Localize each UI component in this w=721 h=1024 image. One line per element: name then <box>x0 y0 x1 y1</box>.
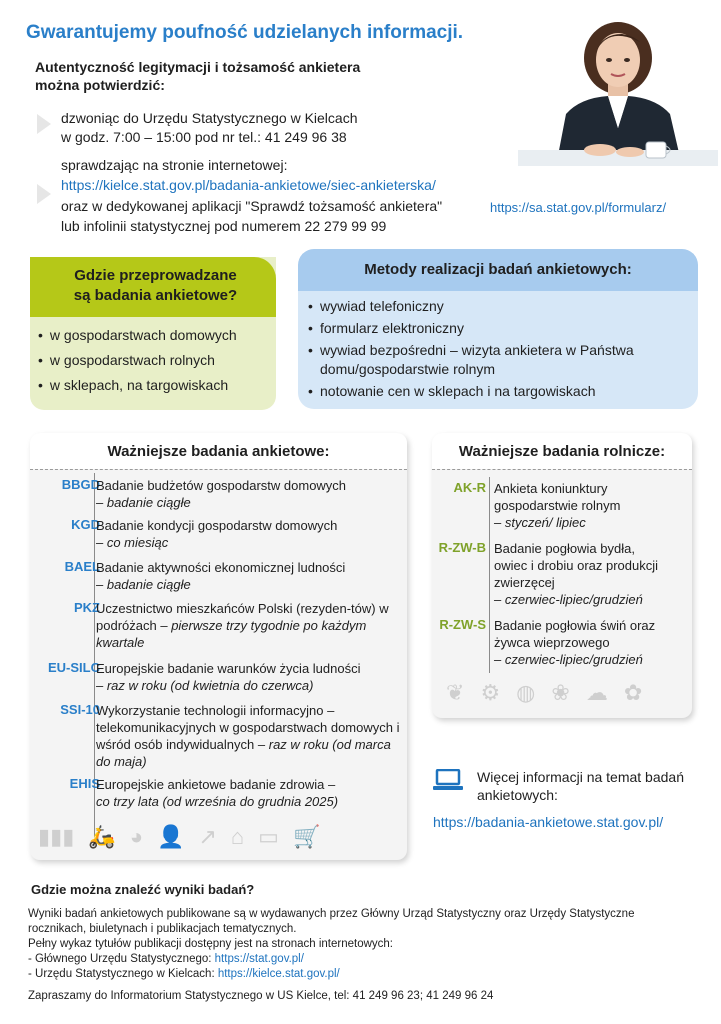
infoline-text: lub infolinii statystycznej pod numerem 22 279 99 99 <box>61 218 387 234</box>
onion-icon: ◍ <box>516 680 536 705</box>
page-title: Gwarantujemy poufność udzielanych informacji. <box>26 22 464 43</box>
survey-desc: Badanie budżetów gospodarstw domowych <box>96 478 347 493</box>
results-text: Wyniki badań ankietowych publikowane są w wydawanych przez Główny Urząd Statystyczny oraz Urzędy Statystyczne rocznikach, biuletynach i publikacjach tematycznych. Pełny wykaz tytułów publikacji dostępny jest na stronach internetowych: - Głównego Urzędu Statystycznego: https://stat.gov.pl/ - Urzędu Statystycznego w Kielcach: https://kielce.stat.gov.pl/ <box>28 908 635 980</box>
more-info-text: Więcej informacji na temat badań ankietowych: <box>477 769 684 803</box>
chevron-right-icon <box>35 112 55 136</box>
app-verify-text: oraz w dedykowanej aplikacji "Sprawdź tożsamość ankietera" <box>61 198 443 214</box>
survey-code: EHIS <box>69 776 100 791</box>
survey-icons <box>38 825 320 849</box>
survey-code: BBGD <box>61 477 100 492</box>
survey-code: PKZ <box>74 600 100 615</box>
survey-website-link[interactable]: https://badania-ankietowe.stat.gov.pl/ <box>433 814 664 830</box>
plant-icon: ✿ <box>623 680 643 705</box>
survey-desc: Europejskie badanie warunków życia ludności <box>96 661 361 676</box>
where-title-line2: są badania ankietowe? <box>73 287 238 304</box>
agri-title: Ważniejsze badania rolnicze: <box>458 443 666 460</box>
methods-title: Metody realizacji badań ankietowych: <box>364 261 632 278</box>
grain-icon: ❀ <box>551 680 570 705</box>
where-box <box>30 257 276 410</box>
methods-box <box>298 249 698 409</box>
person-icon: 👤 <box>157 824 185 849</box>
gus-link[interactable]: https://stat.gov.pl/ <box>214 953 304 965</box>
list-item: • wywiad bezpośredni – wizyta ankietera w Państwa domu/gospodarstwie rolnym <box>308 341 688 379</box>
survey-code: EU-SILC <box>48 660 100 675</box>
agri-icons <box>446 681 642 705</box>
survey-freq: co trzy lata (od września do grudnia 2025) <box>96 794 339 809</box>
agri-freq: – czerwiec-lipiec/grudzień <box>494 592 643 607</box>
survey-code: KGD <box>71 517 100 532</box>
weather-icon: ☁ <box>585 680 608 705</box>
where-list <box>38 323 237 398</box>
methods-list <box>308 297 688 404</box>
survey-code: BAEL <box>64 559 100 574</box>
agri-freq: – styczeń/ lipiec <box>494 515 586 530</box>
chevron-right-icon <box>35 182 55 206</box>
surveys-card-header <box>30 433 407 469</box>
list-item: • w sklepach, na targowiskach <box>38 373 237 398</box>
verify-app-link[interactable]: https://sa.stat.gov.pl/formularz/ <box>490 200 667 215</box>
survey-freq: raz w roku (od marca do maja) <box>96 737 391 769</box>
interviewer-photo <box>518 16 718 166</box>
survey-desc: Badanie kondycji gospodarstw domowych <box>96 518 338 533</box>
us-kielce-link[interactable]: https://kielce.stat.gov.pl/ <box>217 968 340 980</box>
web-verify-text: sprawdzając na stronie internetowej: <box>61 157 288 173</box>
where-box-header <box>30 257 276 317</box>
surveys-card <box>30 433 407 860</box>
footer-contact: Zapraszamy do Informatorium Statystycznego w US Kielce, tel: 41 249 96 23; 41 249 96 24 <box>28 990 494 1002</box>
scooter-icon: 🛵 <box>88 824 116 849</box>
methods-box-header <box>298 249 698 291</box>
agri-freq: – czerwiec-lipiec/grudzień <box>494 652 643 667</box>
where-title-line1: Gdzie przeprowadzane <box>74 267 237 284</box>
list-item: • notowanie cen w sklepach i na targowiskach <box>308 382 688 401</box>
phone-verify-text: dzwoniąc do Urzędu Statystycznego w Kielcach w godz. 7:00 – 15:00 pod nr tel.: 41 249 96 38 <box>61 110 358 145</box>
cart-icon: 🛒 <box>292 824 321 849</box>
agri-desc: Badanie pogłowia świń oraz żywca wieprzowego <box>494 618 656 650</box>
tractor-icon: ⚙ <box>480 680 501 705</box>
agri-code: AK-R <box>453 480 486 495</box>
agri-desc: Ankieta koniunktury gospodarstwie rolnym <box>494 481 621 513</box>
survey-desc: Uczestnictwo mieszkańców Polski (rezyden-tów) w podróżach – <box>96 601 389 633</box>
survey-freq: pierwsze trzy tygodnie po każdym kwartale <box>96 618 367 650</box>
pie-chart-icon: ◕ <box>129 824 144 849</box>
survey-desc: Badanie aktywności ekonomicznej ludności <box>96 560 346 575</box>
divider <box>30 469 407 470</box>
agri-code: R-ZW-B <box>438 540 486 555</box>
agri-desc: Badanie pogłowia bydła, owiec i drobiu oraz produkcji zwierzęcej <box>494 541 659 590</box>
strawberry-icon: ❦ <box>446 680 465 705</box>
agri-code: R-ZW-S <box>439 617 486 632</box>
agri-card-header <box>432 433 692 469</box>
ankieter-network-link[interactable]: https://kielce.stat.gov.pl/badania-ankietowe/siec-ankieterska/ <box>61 177 436 193</box>
trend-icon: ↗ <box>198 824 217 849</box>
shop-icon: ⌂ <box>230 824 245 849</box>
survey-freq: – badanie ciągłe <box>96 495 191 510</box>
survey-desc: Europejskie ankietowe badanie zdrowia – <box>96 777 336 792</box>
monitor-icon: ▭ <box>258 824 279 849</box>
list-item: • formularz elektroniczny <box>308 319 688 338</box>
divider <box>489 477 490 673</box>
survey-freq: – badanie ciągłe <box>96 577 191 592</box>
surveys-title: Ważniejsze badania ankietowe: <box>107 443 330 460</box>
results-title: Gdzie można znaleźć wyniki badań? <box>31 882 255 897</box>
verify-heading: Autentyczność legitymacji i tożsamość ankietera można potwierdzić: <box>35 59 361 93</box>
list-item: • wywiad telefoniczny <box>308 297 688 316</box>
bar-chart-icon: ▮▮▮ <box>38 824 75 849</box>
divider <box>432 469 692 470</box>
list-item: • w gospodarstwach rolnych <box>38 348 237 373</box>
survey-freq: – co miesiąc <box>96 535 169 550</box>
survey-desc: Wykorzystanie technologii informacyjno – telekomunikacyjnych w gospodarstwach domowych i wśród osób indywidualnych – <box>96 703 400 752</box>
laptop-icon <box>433 769 463 791</box>
agri-card <box>432 433 692 718</box>
list-item: • w gospodarstwach domowych <box>38 323 237 348</box>
survey-freq: – raz w roku (od kwietnia do czerwca) <box>96 678 314 693</box>
survey-code: SSI-10 <box>60 702 100 717</box>
